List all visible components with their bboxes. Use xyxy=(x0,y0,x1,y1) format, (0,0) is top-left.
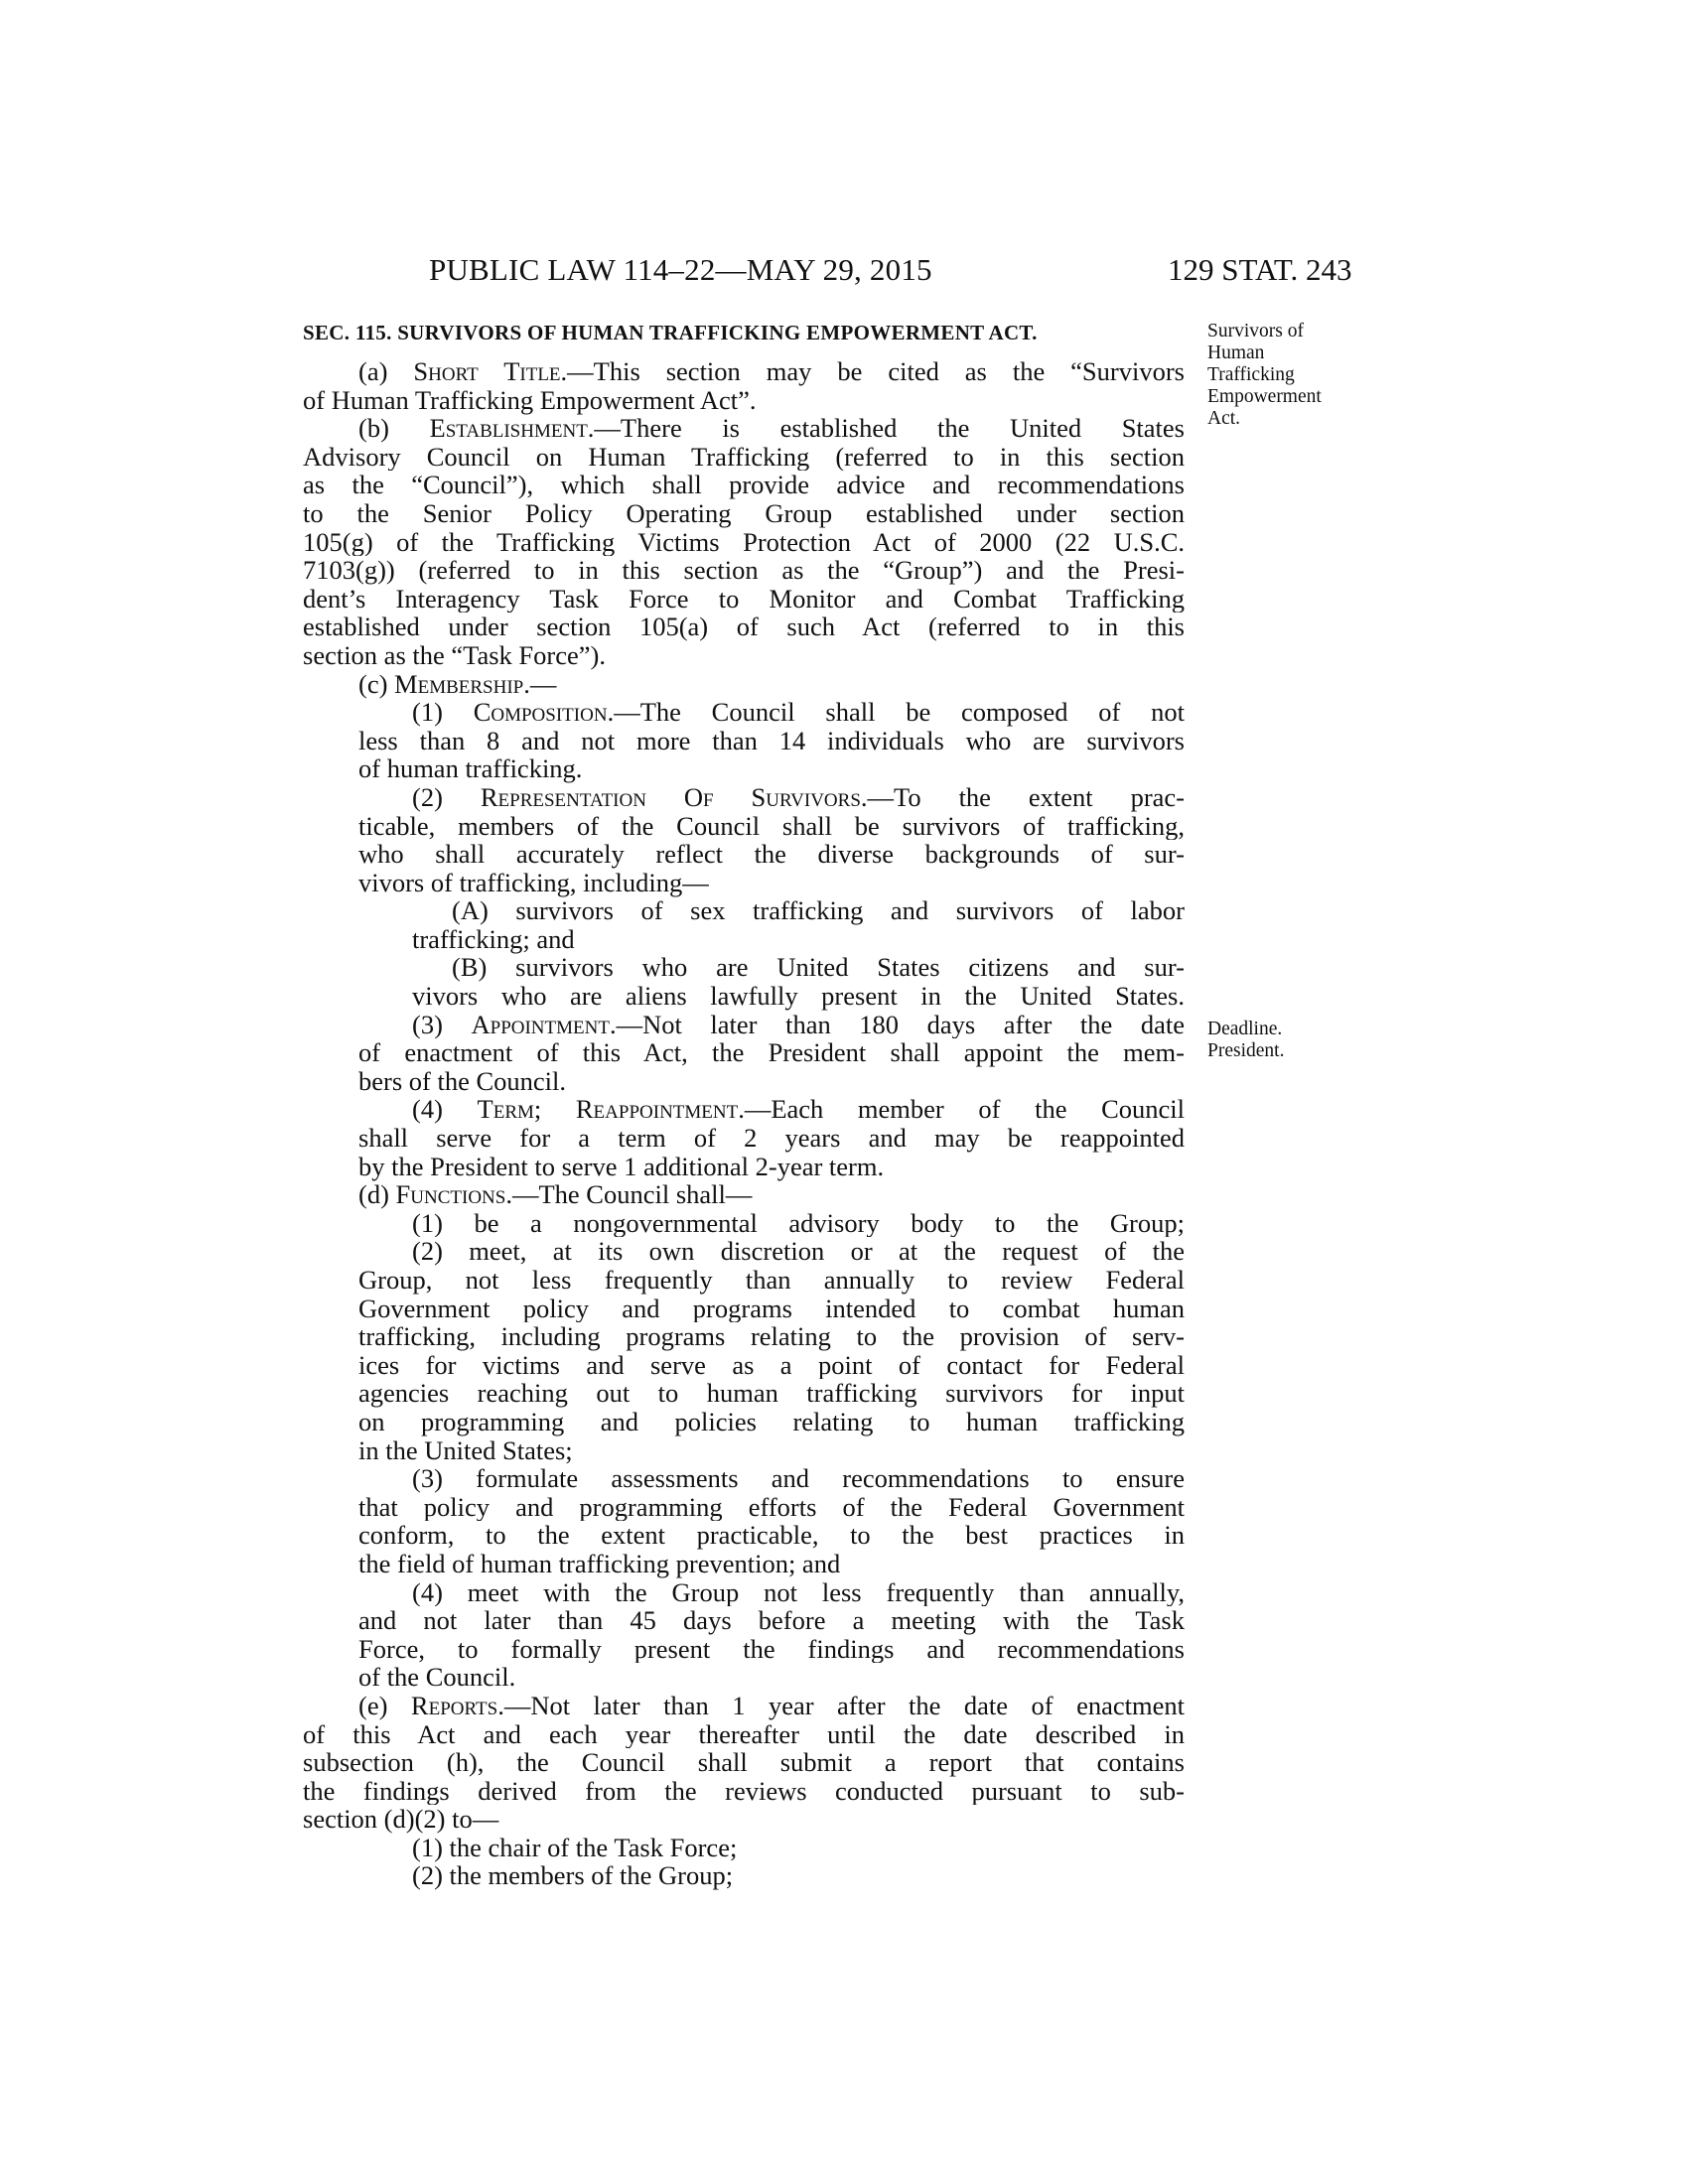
margin-note-deadline xyxy=(1207,1019,1284,1062)
subsection-heading: Composition xyxy=(473,698,608,727)
text-line: trafficking, including programs relating to the provision of serv- xyxy=(358,1322,1185,1351)
text-segment: (e) xyxy=(358,1691,411,1720)
text-line: vivors of trafficking, including— xyxy=(358,867,709,897)
subsection-heading: Establishment xyxy=(429,414,588,443)
text-segment: .—Each member of the Council xyxy=(738,1095,1185,1125)
text-segment: .—There is established the United States xyxy=(587,414,1185,443)
text-line: bers of the Council. xyxy=(358,1065,567,1096)
text-segment: (d) xyxy=(358,1179,396,1210)
text-line: the findings derived from the reviews conducted pursuant to sub- xyxy=(303,1776,1185,1806)
margin-note-short-title xyxy=(1207,321,1322,430)
text-line: vivors who are aliens lawfully present in the United States. xyxy=(412,982,1185,1011)
statute-page-number: 129 STAT. 243 xyxy=(1168,252,1352,287)
text-line: Force, to formally present the findings and recommendations xyxy=(358,1634,1185,1664)
body-text xyxy=(303,357,1185,1890)
text-line: section as the “Task Force”). xyxy=(303,639,606,670)
running-header-title: PUBLIC LAW 114–22—MAY 29, 2015 xyxy=(429,252,932,287)
text-line: section (d)(2) to— xyxy=(303,1804,499,1835)
text-line: to the Senior Policy Operating Group established under section xyxy=(303,498,1185,528)
text-line: (3) formulate assessments and recommendations to ensure xyxy=(412,1464,1185,1493)
text-line: established under section 105(a) of such Act (referred to in this xyxy=(303,613,1185,641)
text-line: and not later than 45 days before a meeting with the Task xyxy=(358,1606,1185,1635)
text-line: in the United States; xyxy=(358,1434,573,1465)
text-line: shall serve for a term of 2 years and may be reappointed xyxy=(358,1124,1185,1153)
text-segment: (4) xyxy=(412,1095,478,1125)
text-line: (1) the chair of the Task Force; xyxy=(412,1832,738,1862)
text-line: conform, to the extent practicable, to the best practices in xyxy=(358,1521,1185,1550)
text-segment: (1) xyxy=(412,698,474,727)
subsection-heading: Short Title xyxy=(413,357,561,386)
text-segment: .—Not later than 180 days after the date xyxy=(609,1010,1185,1039)
margin-note-line: Act. xyxy=(1207,408,1241,429)
text-line xyxy=(303,1011,1185,1039)
text-line: by the President to serve 1 additional 2-year term. xyxy=(358,1151,885,1181)
text-line: (2) meet, at its own discretion or at the request of the xyxy=(412,1237,1185,1266)
text-line: 105(g) of the Trafficking Victims Protection Act of 2000 (22 U.S.C. xyxy=(303,527,1185,557)
margin-note-line: Deadline. xyxy=(1207,1019,1283,1039)
text-line: trafficking; and xyxy=(412,923,575,954)
text-line xyxy=(303,670,1185,699)
text-line xyxy=(303,357,1185,386)
section-heading: SEC. 115. SURVIVORS OF HUMAN TRAFFICKING EMPOWERMENT ACT. xyxy=(303,321,1038,344)
text-line: of the Council. xyxy=(358,1662,516,1693)
margin-note-line: Human xyxy=(1207,342,1265,363)
text-line: (A) survivors of sex trafficking and survivors of labor xyxy=(452,896,1185,925)
subsection-heading: Membership xyxy=(394,668,524,699)
text-line: ticable, members of the Council shall be survivors of trafficking, xyxy=(358,811,1185,841)
text-line xyxy=(303,414,1185,443)
text-line: (2) the members of the Group; xyxy=(412,1860,734,1891)
subsection-heading: Functions xyxy=(395,1179,506,1210)
text-segment: (c) xyxy=(358,668,395,699)
subsection-heading: Reports xyxy=(410,1691,498,1720)
text-segment: .—The Council shall be composed of not xyxy=(607,698,1185,727)
text-line: of this Act and each year thereafter until the date described in xyxy=(303,1719,1185,1749)
margin-note-line: Empowerment xyxy=(1207,386,1322,407)
text-line: 7103(g)) (referred to in this section as the “Group”) and the Presi- xyxy=(303,556,1185,585)
text-line: (4) meet with the Group not less frequently than annually, xyxy=(412,1577,1185,1607)
text-line xyxy=(303,1692,1185,1720)
subsection-heading: Representation Of Survivors xyxy=(480,782,861,812)
text-line: Advisory Council on Human Trafficking (referred to in this section xyxy=(303,442,1185,472)
section-body xyxy=(303,318,1185,1890)
text-line: (1) be a nongovernmental advisory body to the Group; xyxy=(412,1208,1185,1238)
text-segment: .—The Council shall— xyxy=(505,1179,753,1210)
text-segment: (2) xyxy=(412,782,481,812)
text-segment: .—To the extent prac- xyxy=(860,782,1185,812)
text-line: on programming and policies relating to human trafficking xyxy=(358,1407,1185,1436)
margin-note-line: Trafficking xyxy=(1207,364,1295,385)
text-segment: .—This section may be cited as the “Survivors xyxy=(560,357,1185,386)
margin-note-line: Survivors of xyxy=(1207,321,1304,341)
subsection-heading: Appointment xyxy=(471,1010,610,1039)
text-line: of human trafficking. xyxy=(358,753,583,784)
text-line: as the “Council”), which shall provide advice and recommendations xyxy=(303,471,1185,499)
text-line: who shall accurately reflect the diverse backgrounds of sur- xyxy=(358,840,1185,869)
text-segment: (a) xyxy=(358,357,414,386)
text-line xyxy=(303,783,1185,812)
text-line xyxy=(303,1095,1185,1124)
text-line: that policy and programming efforts of the Federal Government xyxy=(358,1492,1185,1522)
text-line xyxy=(303,1180,1185,1209)
text-line: Group, not less frequently than annually to review Federal xyxy=(358,1266,1185,1295)
subsection-heading: Term; Reappointment xyxy=(477,1095,739,1125)
text-line: agencies reaching out to human trafficking survivors for input xyxy=(358,1379,1185,1408)
text-line: subsection (h), the Council shall submit a report that contains xyxy=(303,1748,1185,1777)
text-line: Government policy and programs intended to combat human xyxy=(358,1294,1185,1323)
text-segment: (3) xyxy=(412,1010,472,1039)
text-line: of Human Trafficking Empowerment Act”. xyxy=(303,384,757,415)
text-line: the field of human trafficking prevention; and xyxy=(358,1548,841,1578)
text-segment: .— xyxy=(523,668,557,699)
text-line: (B) survivors who are United States citizens and sur- xyxy=(452,953,1185,983)
margin-note-line: President. xyxy=(1207,1040,1285,1061)
text-line: ices for victims and serve as a point of contact for Federal xyxy=(358,1350,1185,1380)
text-segment: .—Not later than 1 year after the date of enactment xyxy=(497,1691,1185,1720)
text-segment: (b) xyxy=(358,414,430,443)
text-line: of enactment of this Act, the President shall appoint the mem- xyxy=(358,1038,1185,1067)
text-line: dent’s Interagency Task Force to Monitor and Combat Trafficking xyxy=(303,584,1185,614)
text-line xyxy=(303,698,1185,727)
text-line: less than 8 and not more than 14 individuals who are survivors xyxy=(358,726,1185,755)
